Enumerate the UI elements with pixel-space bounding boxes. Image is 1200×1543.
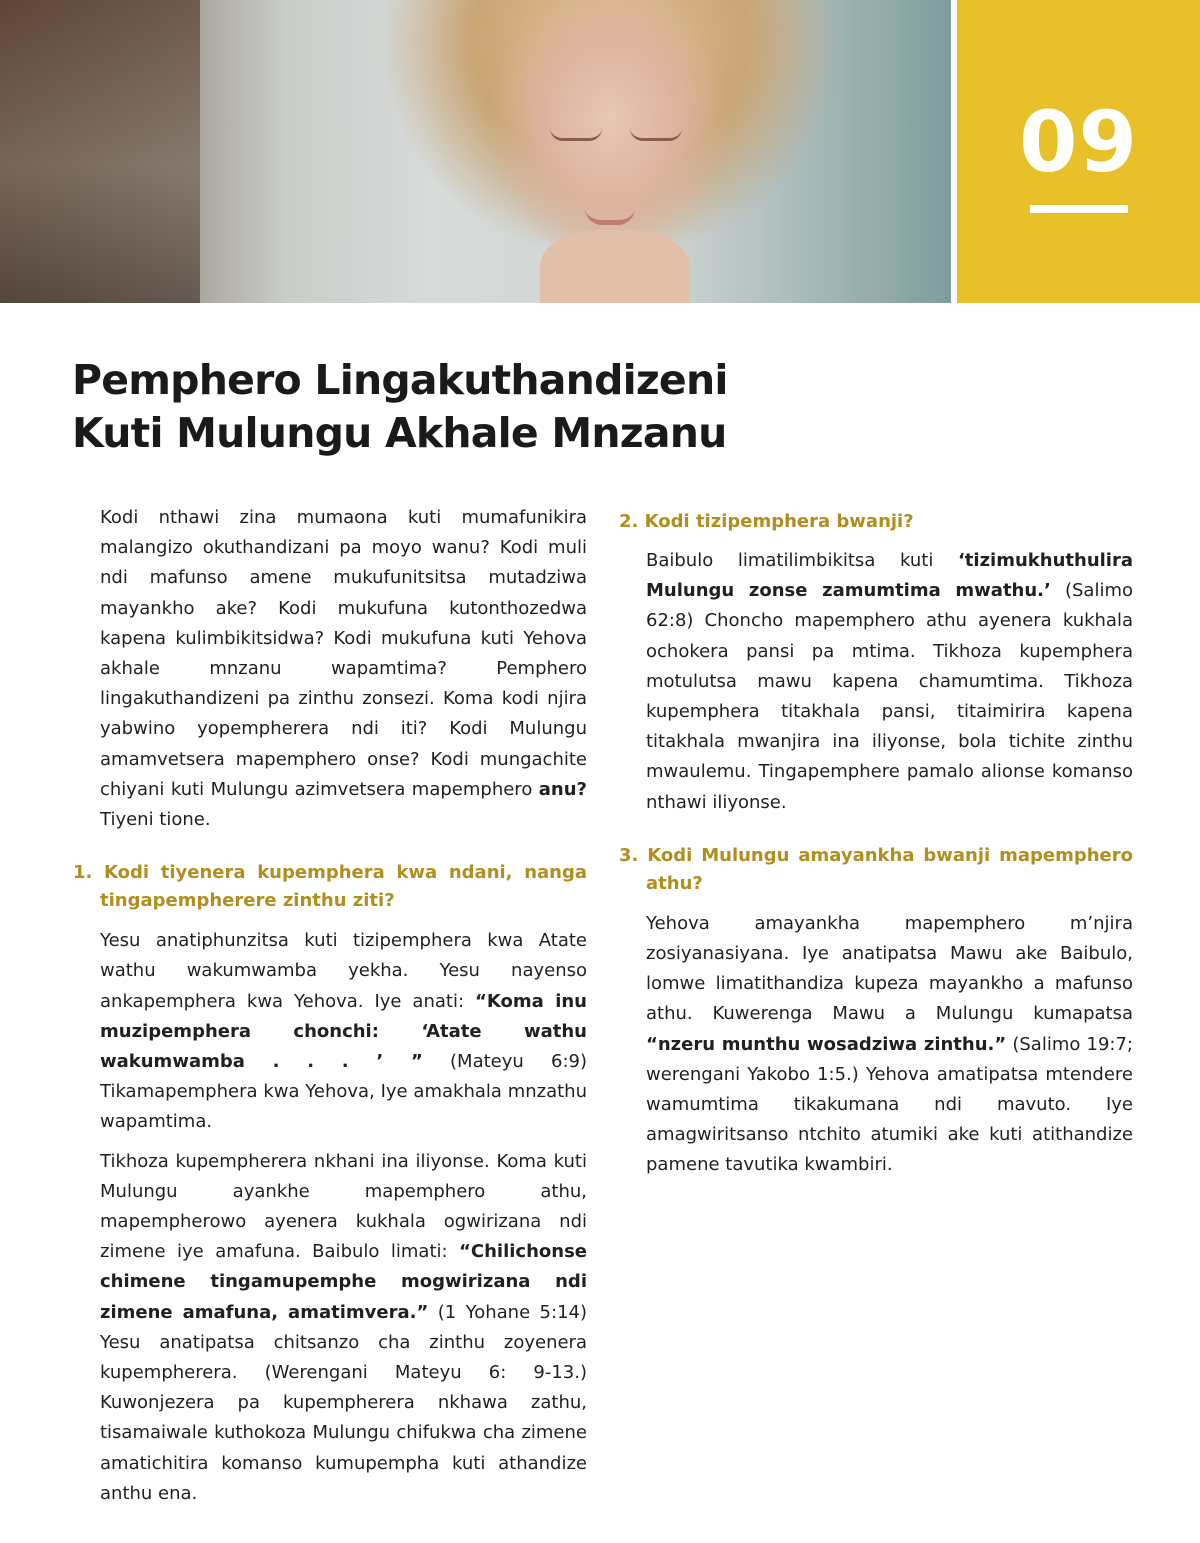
paragraph-text: Yehova amayankha mapemphero m’njira zosiyanasiyana. Iye anatipatsa Mawu ake Baibulo, lomwe limatithandiza kupeza mayankho a mafunso athu. Kuwerenga Mawu a Mulungu kumapatsa	[646, 912, 1133, 1025]
section-3-paragraph	[646, 909, 1133, 1181]
scripture-quote: “Chilichonse chimene tingamupemphe mogwirizana ndi zimene amafuna, amatimvera.”	[100, 1241, 587, 1323]
right-column	[619, 508, 1134, 1181]
header-photo	[0, 0, 951, 303]
photo-neck	[540, 230, 690, 303]
section-2-question: 2. Kodi tizipemphera bwanji?	[619, 511, 914, 532]
paragraph-text: (Mateyu 6:9) Tikamapemphera kwa Yehova, Iye amakhala mnzathu wapamtima.	[100, 1051, 587, 1133]
paragraph-text: (Salimo 62:8) Choncho mapemphero athu ayenera kukhala ochokera pansi pa mtima. Tikhoza kupemphera motulutsa mawu kapena chamumtima. Tikhoza kupemphera titakhala pansi, titaimirira kapena titakhala mwanjira ina iliyonse, bola tichite zinthu mwaulemu. Tingapemphere pamalo alionse komanso nthawi iliyonse.	[646, 580, 1134, 813]
section-1-question: 1. Kodi tiyenera kupemphera kwa ndani, nanga tingapempherere zinthu ziti?	[73, 862, 587, 912]
paragraph-text: Baibulo limatilimbikitsa kuti	[646, 550, 958, 571]
photo-eye-right	[630, 128, 682, 141]
paragraph-text: Yesu anatiphunzitsa kuti tizipemphera kwa Atate wathu wakumwamba yekha. Yesu nayenso ankapemphera kwa Yehova. Iye anati:	[100, 930, 587, 1012]
photo-background	[0, 0, 200, 303]
intro-text: Kodi nthawi zina mumaona kuti mumafunikira malangizo okuthandizani pa moyo wanu? Kodi muli ndi mafunso amene mukufunitsitsa mutadziwa mayankho ake? Kodi mukufuna kutonthozedwa kapena kulimbikitsidwa? Kodi mukufuna kuti Yehova akhale mnzanu wapamtima? Pemphero lingakuthandizeni pa zinthu zonsezi. Koma kodi njira yabwino yopempherera ndi iti? Kodi Mulungu amamvetsera mapemphero onse? Kodi mungachite chiyani kuti Mulungu azimvetsera mapemphero	[100, 507, 587, 800]
page-title	[72, 354, 972, 460]
paragraph-text: Tikhoza kupempherera nkhani ina iliyonse. Koma kuti Mulungu ayankhe mapemphero athu, mapempherowo ayenera kukhala ogwirizana ndi zimene iye amafuna. Baibulo limati:	[100, 1150, 587, 1263]
section-3-question: 3. Kodi Mulungu amayankha bwanji mapemphero athu?	[619, 844, 1133, 894]
section-2	[619, 508, 1134, 818]
lesson-number-badge	[957, 0, 1200, 303]
photo-eye-left	[550, 128, 602, 141]
intro-text-end: Tiyeni tione.	[100, 809, 211, 831]
paragraph-text: (1 Yohane 5:14) Yesu anatipatsa chitsanzo cha zinthu zoyenera kupempherera. (Werengani Mateyu 6: 9-13.) Kuwonjezera pa kupempherera nkhawa zathu, tisamaiwale kuthokoza Mulungu chifukwa cha zimene amatichitira komanso kumupempha kuti athandize anthu ena.	[100, 1301, 588, 1504]
section-1-paragraph-1	[100, 926, 587, 1137]
paragraph-text: (Salimo 19:7; werengani Yakobo 1:5.) Yehova amatipatsa mtendere wamumtima tikakumana ndi mavuto. Iye amagwiritsanso ntchito atumiki ake kuti atithandize pamene tavutika kwambiri.	[646, 1033, 1133, 1176]
section-1	[73, 859, 588, 1509]
section-3	[619, 842, 1133, 1181]
intro-bold: anu?	[538, 778, 587, 800]
scripture-quote: “Koma inu muzipemphera chonchi: ‘Atate wathu wakumwamba . . . ’ ”	[100, 990, 588, 1073]
lesson-number: 09	[1019, 93, 1138, 191]
left-column	[73, 503, 588, 1509]
page-title-line-1: Pemphero Lingakuthandizeni	[72, 356, 728, 404]
page-title-line-2: Kuti Mulungu Akhale Mnzanu	[72, 409, 727, 457]
lesson-number-underline	[1030, 205, 1128, 213]
photo-mouth	[585, 208, 635, 225]
scripture-quote: ‘tizimukhuthulira Mulungu zonse zamumtima mwathu.’	[646, 550, 1133, 602]
scripture-quote: “nzeru munthu wosadziwa zinthu.”	[646, 1033, 1007, 1055]
section-1-paragraph-2	[100, 1147, 587, 1509]
intro-paragraph	[100, 503, 587, 835]
section-2-paragraph	[646, 546, 1133, 818]
